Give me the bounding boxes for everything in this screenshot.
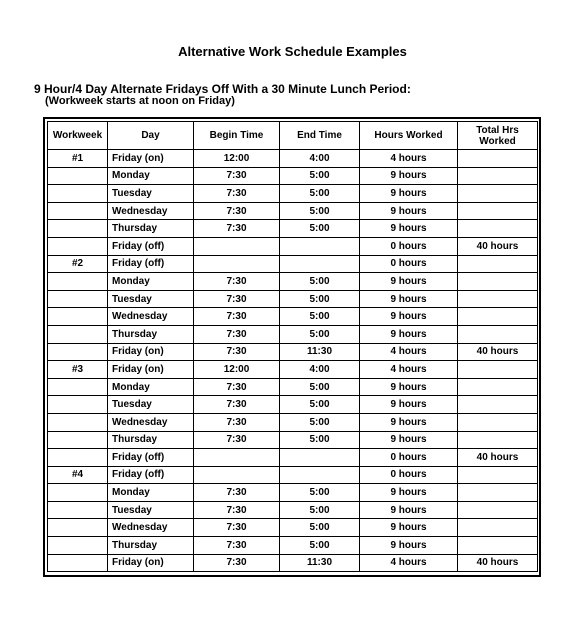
end-time-cell: 5:00 [280, 431, 360, 449]
hours-worked-cell: 0 hours [360, 466, 458, 484]
total-hrs-cell [458, 255, 538, 273]
total-hrs-cell [458, 308, 538, 326]
total-hrs-cell [458, 273, 538, 291]
total-hrs-cell [458, 185, 538, 203]
table-row [48, 202, 538, 220]
begin-time-cell: 7:30 [194, 325, 280, 343]
total-hrs-cell [458, 325, 538, 343]
begin-time-cell: 7:30 [194, 484, 280, 502]
begin-time-cell: 7:30 [194, 378, 280, 396]
hours-worked-cell: 0 hours [360, 255, 458, 273]
hours-worked-cell: 0 hours [360, 237, 458, 255]
end-time-cell: 5:00 [280, 537, 360, 555]
total-hrs-cell: 40 hours [458, 237, 538, 255]
table-row [48, 273, 538, 291]
table-row [48, 255, 538, 273]
workweek-cell [48, 501, 108, 519]
hours-worked-cell: 9 hours [360, 185, 458, 203]
total-hrs-cell [458, 413, 538, 431]
hours-worked-cell: 4 hours [360, 361, 458, 379]
table-row [48, 325, 538, 343]
total-hrs-cell: 40 hours [458, 554, 538, 572]
hours-worked-cell: 4 hours [360, 554, 458, 572]
end-time-cell: 5:00 [280, 519, 360, 537]
day-cell: Wednesday [108, 308, 194, 326]
end-time-cell: 5:00 [280, 273, 360, 291]
workweek-cell [48, 554, 108, 572]
end-time-cell: 11:30 [280, 554, 360, 572]
begin-time-cell: 7:30 [194, 554, 280, 572]
table-row [48, 343, 538, 361]
day-cell: Tuesday [108, 501, 194, 519]
hours-worked-cell: 9 hours [360, 431, 458, 449]
end-time-cell [280, 449, 360, 467]
workweek-cell [48, 290, 108, 308]
workweek-cell [48, 519, 108, 537]
begin-time-cell: 7:30 [194, 308, 280, 326]
workweek-cell [48, 413, 108, 431]
workweek-cell [48, 202, 108, 220]
begin-time-cell: 7:30 [194, 220, 280, 238]
workweek-cell [48, 396, 108, 414]
hours-worked-cell: 9 hours [360, 484, 458, 502]
day-cell: Tuesday [108, 290, 194, 308]
day-cell: Tuesday [108, 396, 194, 414]
workweek-cell: #2 [48, 255, 108, 273]
hours-worked-cell: 9 hours [360, 167, 458, 185]
total-hrs-cell [458, 537, 538, 555]
table-row [48, 431, 538, 449]
table-row [48, 378, 538, 396]
day-cell: Wednesday [108, 413, 194, 431]
workweek-cell [48, 537, 108, 555]
table-row [48, 449, 538, 467]
day-cell: Wednesday [108, 202, 194, 220]
total-hrs-cell [458, 202, 538, 220]
begin-time-cell [194, 466, 280, 484]
day-cell: Friday (on) [108, 343, 194, 361]
day-cell: Friday (off) [108, 466, 194, 484]
total-hrs-cell [458, 431, 538, 449]
total-hrs-cell [458, 519, 538, 537]
begin-time-cell: 7:30 [194, 202, 280, 220]
total-hrs-cell: 40 hours [458, 343, 538, 361]
schedule-table-frame [43, 117, 541, 577]
table-row [48, 237, 538, 255]
workweek-cell [48, 167, 108, 185]
begin-time-cell: 12:00 [194, 150, 280, 168]
hours-worked-cell: 9 hours [360, 202, 458, 220]
table-row [48, 484, 538, 502]
begin-time-cell: 7:30 [194, 431, 280, 449]
day-cell: Friday (off) [108, 237, 194, 255]
day-cell: Friday (on) [108, 150, 194, 168]
hours-worked-cell: 0 hours [360, 449, 458, 467]
hours-worked-cell: 9 hours [360, 413, 458, 431]
workweek-cell [48, 325, 108, 343]
hours-worked-cell: 9 hours [360, 220, 458, 238]
hours-worked-cell: 4 hours [360, 343, 458, 361]
day-cell: Friday (on) [108, 554, 194, 572]
day-cell: Thursday [108, 537, 194, 555]
total-hrs-cell [458, 501, 538, 519]
end-time-cell: 5:00 [280, 396, 360, 414]
hours-worked-cell: 9 hours [360, 308, 458, 326]
end-time-cell: 4:00 [280, 361, 360, 379]
hours-worked-cell: 9 hours [360, 519, 458, 537]
begin-time-cell: 7:30 [194, 167, 280, 185]
total-hrs-cell [458, 466, 538, 484]
day-cell: Friday (off) [108, 449, 194, 467]
table-row [48, 413, 538, 431]
table-header-row [48, 122, 538, 150]
day-cell: Friday (on) [108, 361, 194, 379]
hours-worked-cell: 9 hours [360, 501, 458, 519]
hours-worked-cell: 9 hours [360, 325, 458, 343]
begin-time-cell: 7:30 [194, 396, 280, 414]
document-title: Alternative Work Schedule Examples [178, 44, 407, 59]
workweek-cell [48, 237, 108, 255]
begin-time-cell: 12:00 [194, 361, 280, 379]
workweek-cell: #4 [48, 466, 108, 484]
day-cell: Thursday [108, 220, 194, 238]
day-cell: Thursday [108, 325, 194, 343]
table-row [48, 167, 538, 185]
total-hrs-cell [458, 396, 538, 414]
hours-worked-cell: 9 hours [360, 273, 458, 291]
begin-time-cell: 7:30 [194, 343, 280, 361]
begin-time-cell: 7:30 [194, 290, 280, 308]
workweek-cell [48, 449, 108, 467]
table-row [48, 361, 538, 379]
end-time-cell [280, 255, 360, 273]
hours-worked-cell: 9 hours [360, 537, 458, 555]
header-hours-worked: Hours Worked [360, 122, 458, 150]
workweek-cell [48, 484, 108, 502]
end-time-cell [280, 237, 360, 255]
day-cell: Monday [108, 484, 194, 502]
header-total-hrs-worked: Total Hrs Worked [458, 122, 538, 150]
table-row [48, 150, 538, 168]
begin-time-cell: 7:30 [194, 413, 280, 431]
table-row [48, 185, 538, 203]
schedule-note: (Workweek starts at noon on Friday) [45, 95, 235, 107]
total-hrs-cell [458, 290, 538, 308]
hours-worked-cell: 9 hours [360, 290, 458, 308]
total-hrs-cell: 40 hours [458, 449, 538, 467]
end-time-cell: 5:00 [280, 220, 360, 238]
end-time-cell: 5:00 [280, 484, 360, 502]
table-row [48, 308, 538, 326]
day-cell: Monday [108, 273, 194, 291]
table-row [48, 554, 538, 572]
end-time-cell: 5:00 [280, 413, 360, 431]
begin-time-cell: 7:30 [194, 537, 280, 555]
schedule-table-body [48, 150, 538, 572]
day-cell: Monday [108, 167, 194, 185]
header-end-time: End Time [280, 122, 360, 150]
header-day: Day [108, 122, 194, 150]
workweek-cell [48, 220, 108, 238]
total-hrs-cell [458, 220, 538, 238]
table-row [48, 537, 538, 555]
hours-worked-cell: 9 hours [360, 378, 458, 396]
header-begin-time: Begin Time [194, 122, 280, 150]
begin-time-cell [194, 237, 280, 255]
table-row [48, 396, 538, 414]
total-hrs-cell [458, 378, 538, 396]
end-time-cell: 5:00 [280, 167, 360, 185]
begin-time-cell: 7:30 [194, 501, 280, 519]
total-hrs-cell [458, 361, 538, 379]
day-cell: Tuesday [108, 185, 194, 203]
header-workweek: Workweek [48, 122, 108, 150]
hours-worked-cell: 4 hours [360, 150, 458, 168]
table-row [48, 290, 538, 308]
day-cell: Wednesday [108, 519, 194, 537]
end-time-cell: 5:00 [280, 501, 360, 519]
workweek-cell [48, 343, 108, 361]
table-row [48, 519, 538, 537]
end-time-cell: 5:00 [280, 202, 360, 220]
begin-time-cell [194, 255, 280, 273]
workweek-cell [48, 431, 108, 449]
schedule-subheading: 9 Hour/4 Day Alternate Fridays Off With a 30 Minute Lunch Period: [34, 82, 411, 96]
total-hrs-cell [458, 167, 538, 185]
end-time-cell: 11:30 [280, 343, 360, 361]
end-time-cell: 5:00 [280, 308, 360, 326]
begin-time-cell: 7:30 [194, 519, 280, 537]
end-time-cell: 4:00 [280, 150, 360, 168]
workweek-cell: #1 [48, 150, 108, 168]
workweek-cell: #3 [48, 361, 108, 379]
workweek-cell [48, 308, 108, 326]
end-time-cell: 5:00 [280, 378, 360, 396]
table-row [48, 220, 538, 238]
workweek-cell [48, 185, 108, 203]
schedule-table [47, 121, 538, 572]
end-time-cell: 5:00 [280, 290, 360, 308]
day-cell: Monday [108, 378, 194, 396]
table-row [48, 466, 538, 484]
day-cell: Thursday [108, 431, 194, 449]
total-hrs-cell [458, 484, 538, 502]
begin-time-cell [194, 449, 280, 467]
table-row [48, 501, 538, 519]
hours-worked-cell: 9 hours [360, 396, 458, 414]
end-time-cell [280, 466, 360, 484]
begin-time-cell: 7:30 [194, 185, 280, 203]
end-time-cell: 5:00 [280, 185, 360, 203]
workweek-cell [48, 273, 108, 291]
total-hrs-cell [458, 150, 538, 168]
workweek-cell [48, 378, 108, 396]
day-cell: Friday (off) [108, 255, 194, 273]
begin-time-cell: 7:30 [194, 273, 280, 291]
end-time-cell: 5:00 [280, 325, 360, 343]
